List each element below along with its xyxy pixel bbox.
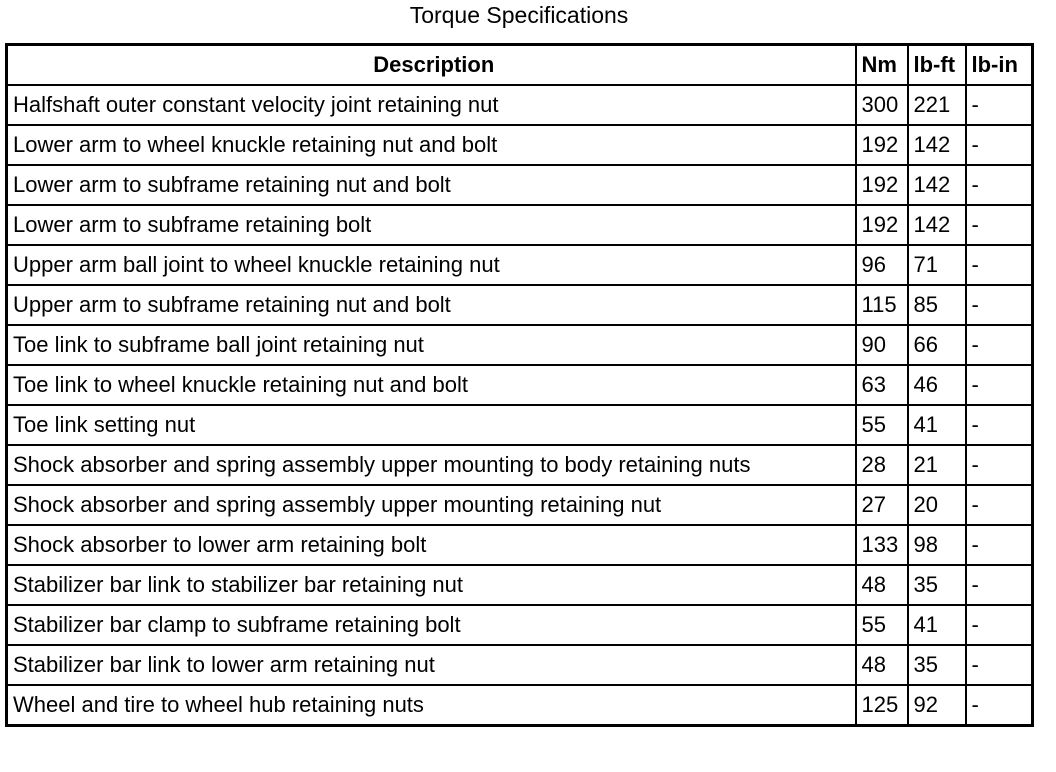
table-row: [7, 525, 1033, 565]
table-row: [7, 405, 1033, 445]
lb-in-cell: -: [966, 325, 1033, 365]
description-cell: Stabilizer bar clamp to subframe retaining bolt: [7, 605, 856, 645]
description-cell: Upper arm ball joint to wheel knuckle retaining nut: [7, 245, 856, 285]
nm-cell: 48: [856, 645, 908, 685]
column-header-nm: Nm: [856, 45, 908, 86]
lb-ft-cell: 20: [908, 485, 966, 525]
lb-in-cell: -: [966, 445, 1033, 485]
description-cell: Lower arm to wheel knuckle retaining nut and bolt: [7, 125, 856, 165]
lb-ft-cell: 98: [908, 525, 966, 565]
lb-ft-cell: 85: [908, 285, 966, 325]
description-cell: Stabilizer bar link to lower arm retaining nut: [7, 645, 856, 685]
nm-cell: 133: [856, 525, 908, 565]
description-cell: Upper arm to subframe retaining nut and bolt: [7, 285, 856, 325]
nm-cell: 125: [856, 685, 908, 726]
table-row: [7, 205, 1033, 245]
lb-in-cell: -: [966, 365, 1033, 405]
table-row: [7, 685, 1033, 726]
description-cell: Toe link setting nut: [7, 405, 856, 445]
table-row: [7, 605, 1033, 645]
column-header-description: Description: [7, 45, 856, 86]
lb-ft-cell: 66: [908, 325, 966, 365]
table-row: [7, 285, 1033, 325]
description-cell: Wheel and tire to wheel hub retaining nuts: [7, 685, 856, 726]
lb-ft-cell: 221: [908, 85, 966, 125]
lb-in-cell: -: [966, 165, 1033, 205]
torque-specifications-table: [5, 43, 1034, 727]
lb-ft-cell: 41: [908, 405, 966, 445]
description-cell: Lower arm to subframe retaining nut and bolt: [7, 165, 856, 205]
header-row: [7, 45, 1033, 86]
nm-cell: 192: [856, 125, 908, 165]
description-cell: Shock absorber to lower arm retaining bolt: [7, 525, 856, 565]
description-cell: Shock absorber and spring assembly upper mounting to body retaining nuts: [7, 445, 856, 485]
lb-in-cell: -: [966, 405, 1033, 445]
lb-in-cell: -: [966, 205, 1033, 245]
nm-cell: 115: [856, 285, 908, 325]
table-row: [7, 165, 1033, 205]
table-caption: Torque Specifications: [409, 2, 629, 28]
nm-cell: 48: [856, 565, 908, 605]
table-row: [7, 85, 1033, 125]
lb-ft-cell: 142: [908, 205, 966, 245]
lb-ft-cell: 21: [908, 445, 966, 485]
nm-cell: 63: [856, 365, 908, 405]
table-row: [7, 645, 1033, 685]
nm-cell: 192: [856, 205, 908, 245]
lb-in-cell: -: [966, 485, 1033, 525]
table-row: [7, 485, 1033, 525]
lb-in-cell: -: [966, 645, 1033, 685]
table-row: [7, 365, 1033, 405]
nm-cell: 96: [856, 245, 908, 285]
lb-ft-cell: 71: [908, 245, 966, 285]
lb-ft-cell: 92: [908, 685, 966, 726]
description-cell: Lower arm to subframe retaining bolt: [7, 205, 856, 245]
column-header-lb-ft: lb-ft: [908, 45, 966, 86]
lb-in-cell: -: [966, 85, 1033, 125]
table-row: [7, 565, 1033, 605]
lb-in-cell: -: [966, 685, 1033, 726]
lb-ft-cell: 41: [908, 605, 966, 645]
lb-ft-cell: 35: [908, 565, 966, 605]
nm-cell: 300: [856, 85, 908, 125]
lb-in-cell: -: [966, 605, 1033, 645]
description-cell: Halfshaft outer constant velocity joint retaining nut: [7, 85, 856, 125]
table-row: [7, 325, 1033, 365]
lb-ft-cell: 142: [908, 165, 966, 205]
lb-ft-cell: 35: [908, 645, 966, 685]
description-cell: Stabilizer bar link to stabilizer bar retaining nut: [7, 565, 856, 605]
lb-in-cell: -: [966, 125, 1033, 165]
nm-cell: 192: [856, 165, 908, 205]
table-row: [7, 245, 1033, 285]
lb-in-cell: -: [966, 565, 1033, 605]
nm-cell: 90: [856, 325, 908, 365]
table-row: [7, 445, 1033, 485]
table-row: [7, 125, 1033, 165]
nm-cell: 28: [856, 445, 908, 485]
column-header-lb-in: lb-in: [966, 45, 1033, 86]
description-cell: Shock absorber and spring assembly upper mounting retaining nut: [7, 485, 856, 525]
lb-in-cell: -: [966, 285, 1033, 325]
nm-cell: 27: [856, 485, 908, 525]
description-cell: Toe link to subframe ball joint retaining nut: [7, 325, 856, 365]
lb-ft-cell: 142: [908, 125, 966, 165]
description-cell: Toe link to wheel knuckle retaining nut and bolt: [7, 365, 856, 405]
lb-in-cell: -: [966, 525, 1033, 565]
nm-cell: 55: [856, 605, 908, 645]
lb-ft-cell: 46: [908, 365, 966, 405]
lb-in-cell: -: [966, 245, 1033, 285]
nm-cell: 55: [856, 405, 908, 445]
